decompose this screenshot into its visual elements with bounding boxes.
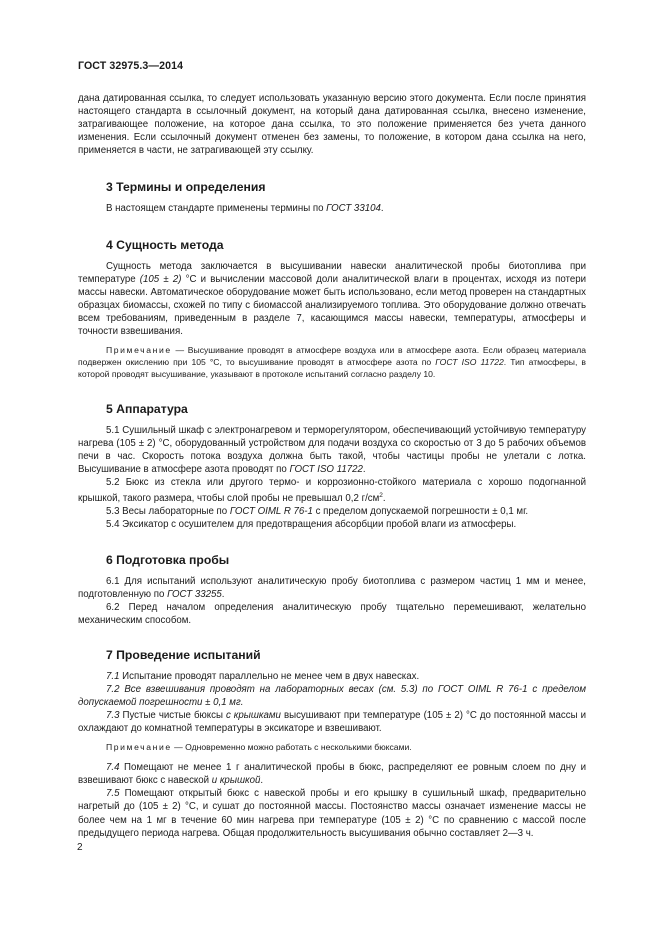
section-4-title: 4 Сущность метода: [106, 237, 224, 252]
clause-7-5: 7.5 Помещают открытый бюкс с навеской пробы и его крышку в сушильный шкаф, предварительно нагретый до (105 ± 2) °С, и сушат до постоянной массы. Постоянство массы означает изменение массы не более чем на 1 мг в течение 60 мин нагрева при температуре (105 ± 2) °С по сравнению с массой после предыдущего периода нагрева. Общая продолжительность высушивания обычно составляет 2—3 ч.: [78, 788, 586, 839]
clause-7-1: 7.1 Испытание проводят параллельно не менее чем в двух навесках.: [106, 670, 420, 682]
clause-7-3: 7.3 Пустые чистые бюксы с крышками высушивают при температуре (105 ± 2) °С до постоянной массы и охлаждают до комнатной температуры в эксикаторе и взвешивают.: [78, 710, 586, 735]
clause-5-4: 5.4 Эксикатор с осушителем для предотвращения абсорбции пробой влаги из атмосферы.: [106, 519, 517, 531]
section-4-paragraph: Сущность метода заключается в высушивании навески аналитической пробы биотоплива при температуре (105 ± 2) °С и вычислении массовой доли аналитической влаги в процентах, исходя из потери массы навески. Автоматическое оборудование может быть использовано, если метод проверен на стандартных образцах биомассы, схожей по типу с биомассой анализируемого топлива. Это оборудование должно отвечать всем требованиям, приведенным в разделе 7, касающимся массы навески, температуры, атмосферы и точности взвешивания.: [78, 260, 587, 338]
section-7-title: 7 Проведение испытаний: [106, 647, 261, 662]
gost-33104-ref: ГОСТ 33104: [326, 203, 381, 215]
note-label: Примечание: [106, 345, 172, 356]
section-3-title: 3 Термины и определения: [106, 180, 266, 195]
intro-paragraph: дана датированная ссылка, то следует использовать указанную версию этого документа. Если после принятия настоящего стандарта в ссылочный документ, на который дана датированная ссылка, внесено изменение, затрагивающее положение, на которое дана ссылка, то это положение применяется без учета данного изменения. Если ссылочный документ отменен без замены, то положение, в котором дана ссылка на него, применяется в части, не затрагивающей эту ссылку.: [78, 93, 586, 157]
section-3-paragraph: В настоящем стандарте применены термины по ГОСТ 33104.: [106, 203, 384, 215]
section-5-title: 5 Аппаратура: [106, 401, 188, 416]
standard-header: ГОСТ 32975.3—2014: [78, 60, 184, 72]
clause-5-1: 5.1 Сушильный шкаф с электронагревом и терморегулятором, обеспечивающий устойчивую температуру нагрева (105 ± 2) °С, оборудованный устройством для подачи воздуха со скоростью от 3 до 5 рабочих объемов печи в час. Скорость потока воздуха должна быть такой, чтобы частицы пробы не улетали с лотка. Высушивание в атмосфере азота проводят по ГОСТ ISO 11722.: [78, 424, 586, 475]
clause-6-1: 6.1 Для испытаний используют аналитическую пробу биотоплива с размером частиц 1 мм и менее, подготовленную по ГОСТ 33255.: [78, 575, 586, 600]
page-content: [78, 92, 586, 840]
clause-5-2: 5.2 Бюкс из стекла или другого термо- и коррозионно-стойкого материала с хорошо подогнанной крышкой, такого размера, чтобы слой пробы не превышал 0,2 $г/см^2$.: [78, 476, 586, 505]
section-7-note: Примечание — Одновременно можно работать с несколькими бюксами.: [106, 742, 412, 753]
page-number: 2: [77, 842, 83, 853]
clause-7-4: 7.4 Помещают не менее 1 г аналитической пробы в бюкс, распределяют ее ровным слоем по дну и взвешивают бюкс с навеской и крышкой.: [78, 762, 586, 787]
section-6-title: 6 Подготовка пробы: [106, 552, 230, 567]
section-4-note: Примечание — Высушивание проводят в атмосфере воздуха или в атмосфере азота. Если образец материала подвержен окислению при 105 °С, то высушивание проводят в атмосфере азота по ГОСТ ISO 11722. Тип атмосферы, в которой проводят высушивание, указывают в протоколе испытаний согласно разделу 10.: [78, 345, 586, 379]
clause-7-2: 7.2 Все взвешивания проводят на лабораторных весах (см. 5.3) по ГОСТ OIML R 76-1 с пределом допускаемой погрешности ± 0,1 мг.: [78, 683, 586, 709]
clause-6-2: 6.2 Перед началом определения аналитическую пробу тщательно перемешивают, желательно механическим способом.: [78, 601, 586, 626]
clause-5-3: 5.3 Весы лабораторные по ГОСТ OIML R 76-1 с пределом допускаемой погрешности ± 0,1 мг.: [106, 506, 529, 518]
